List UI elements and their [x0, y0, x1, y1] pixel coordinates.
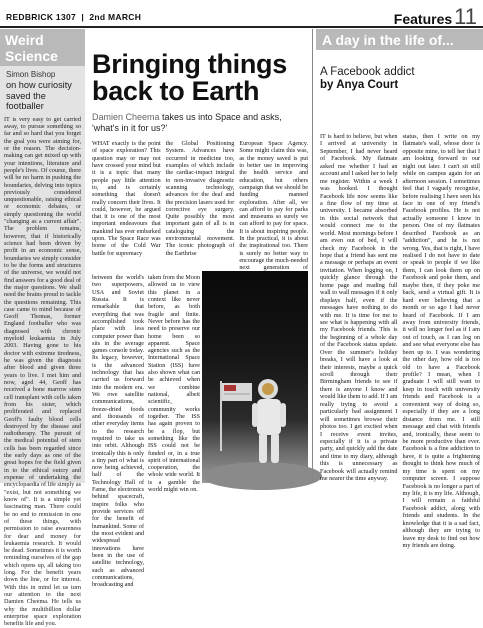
right-heading: A day in the life of... — [316, 29, 483, 50]
feature-column-2: the Global Positioning System. Advances have occurred in medicine too, examples of which include the cardiac-impact integral to non-invasive diagnostic scanning technology, advances for the deaf and the precision lasers used for corrective eye surgery. Quite possibly the most important gain of all is in cataloguing the environmental movement. The iconic photograph of the Earthrise — [165, 141, 235, 257]
date-label: 2nd MARCH — [89, 12, 142, 22]
weird-science-sidebar — [0, 29, 85, 628]
feature-column-1: WHAT exactly is the point of space exploration? This question may or may not have crossed your mind but it is a topic that many people pay little attention to, and is certainly something that doesn't really concern their lives. It could, however, be argued that it is one of the most important endeavours that mankind has ever embarked upon. The Space Race was borne of the Cold War battle for supremacy — [92, 141, 161, 257]
right-column-2: status, then I write on my flatmate's wall, whose door is opposite mine, to tell her that I am looking forward to our night out later. I can't sit still while on campus again for an afternoon session. I sometimes feel that I vaguely recognise, before realising I have seen his face in one of my friend's Facebook profiles. He is not actually someone I know in person. One of my flatmates described Facebook as an "addiction", and he is not wrong. Yes, that is right, I have realised I do not have to date or speak to people if we like them, I can look them up on Facebook and poke them, and maybe then, if they poke me back, send a virtual gift. It is hard ever believing that a month or so ago I had never heard of Facebook. If I am away from university friends, it will no longer feel as if I am out of touch, as I can log on and see what everyone else has been up to. I was wondering the other day, how old is too old to have a Facebook profile? I mean, when I graduate I will still want to keep in touch with university friends and Facebook is a convenient way of doing so, especially if they are a long distance from me. I still message and chat with friends and, ironically, these seem to be more productive than ever. Facebook is a fine addiction to have, it is quite a frightening thought to think how much of my time is spent on my computer screen. I suppose Facebook is no longer a part of my life, it is my life. Although, I will remain a faithful Facebook addict, along with friends and students. In the knowledge that it is a sad fact, although they are trying to leave my desk to find out how my friends are doing. — [402, 133, 480, 550]
sidebar-heading: Weird Science — [0, 29, 85, 66]
feature-article — [92, 29, 309, 589]
feature-author: Damien Cheema — [92, 112, 160, 122]
issue-date: REDBRICK 1307 | 2nd MARCH — [6, 12, 142, 22]
page-number: 11 — [454, 4, 477, 29]
column-divider — [312, 29, 313, 483]
astronaut-photo — [202, 271, 308, 483]
right-columns — [320, 133, 480, 550]
sidebar-body: IT is very easy to get carried away, to pursue something so far and so hard that you forget the goal you were aiming for, or the reason. The decision-making can get mixed up with your intentions, literature and people's lives. Of course, there will be no harm in pushing the boundaries, delving into topics previously considered unquestionable, raising ethical or economic debates, or simply questioning the world "changing as a current affair". The problem remains, however, that if historically science had been driven by profit in an economic sense, boundaries we simply consider to be the forms and structures of the universe, we would not find answers for a good deal of the major questions. We shall need the brains proud to tackle the questions remaining. This case came to mind because of Geoff Thomas, former England footballer who was diagnosed with chronic myeloid leukaemia in July 2003. Having gone to his doctor with extreme tiredness, he was given the diagnosis after blood and given three years to live. I met him and now, aged 44, Geoff has received a bone marrow stem cell transplant with cells taken from his sister, which proliferated and replaced Geoff's faulty blood cells destroyed by the disease and radiotherapy. The pursuit of the medical potential of stem cells has been regarded since the early days as one of the great hopes for the field given in to the ethical outcry and expense of undertaking the encyclopaedia of life simply as "exist, but not something we know of". It is a simple yet fascinating man. There could be no end to remission in one of these things, with permission to raise awareness for dear and money for leukaemia research. It would be dead. Sometimes it is worth reminding ourselves of the gap which opens up, all taking too long. For the benefit years down the line, or for interest. With this in mind let us turn our attention to the next Damien Cheema. He tells us why the multibillion dollar enterprise space exploration benefits life and you. — [4, 115, 81, 628]
section-label — [394, 4, 477, 30]
feature-standfirst — [92, 112, 308, 134]
right-title: A Facebook addict — [320, 66, 415, 78]
issue-label: REDBRICK 1307 — [6, 12, 77, 22]
feature-standfirst-text: takes us into Space and asks, 'what's in it for us?' — [92, 112, 282, 133]
feature-column-5: taken from the Moon allowed us to view this planet in a context like never before, as both fragile and finite. Never before has the need to preserve our home been so apparent. Space agencies such as the International Space Station (ISS) have also shown what can be achieved when we combine national, albeit scientific, community works together. The ISS has again proven to be a flop, but something like the ISS could not be funded or, in a true spirit of international cooperation, the whole wide world. It is a gamble the world might win on. — [148, 275, 200, 494]
sidebar-author: Simon Bishop — [6, 70, 56, 79]
astronaut-illustration — [202, 271, 308, 483]
right-author: by Anya Court — [320, 79, 399, 91]
feature-headline: Bringing things back to Earth — [92, 49, 287, 106]
sidebar-title: on how curiosity saved the footballer — [6, 80, 72, 112]
day-in-life-column — [316, 29, 483, 550]
feature-column-3: European Space Agency. Some might claim this was, as the money saved is put to better use in improving the health service and education, but others campaign that we should be funding manned exploration. After all, we can afford to pay for parks and museums so surely we can afford to pay for space. It is about inspiring people. In the practical, it is about the inspirational too. There is surely no better way to encourage the much-needed next generation of — [239, 141, 309, 272]
feature-column-4: between the world's two superpowers, USA and Soviet Russia. It is remarkable that everything that was accomplished took place with less computer power than sits in the average games console today. Its legacy, however, is the advanced technology that has carried us forward into the modern era. We owe satellite communications, freeze-dried foods and thousands of other everyday items to the research required to take us into orbit. Although ironically this is only a tiny part of what is now being achieved, half of the Technology Hall of Fame, the electronics behind spacecraft, inspire folks who provide services off for the benefit of humankind. Some of the most evident and widespread innovations have been in the use of satellite technology, such as advanced communications, broadcasting and — [92, 275, 144, 589]
right-column-1: IT is hard to believe, but when I arrived at university in September, I had never heard of Facebook. My flatmate asked me whether I had an account and I asked her to help me register. Within a week I was hooked. I thought Facebook life now seems like a fine flow of my time at university. I became absorbed in this social network that would connect me to the world. Most mornings before I am even out of bed, I will check my Facebook in the hope that a friend has sent me a message or perhaps an event invitation. When logging on, I quickly glance through the home page and reading full wall to wall messages if it only displays half, even if the messages have nothing to do with me. It is time for me to see what is happening with all my Facebook friends. This is the beginning of a whole day of the Facebook status update. Over the summer's holiday breaks, I will have a look at their interests, maybe a quick scroll through their Birmingham friends to see if there is anyone I know and would like them to add. If I am really trying to avoid a particularly bad assignment I will sometimes browse their photos too. I get excited when I receive event invites, especially if it is a private party, and quickly add the date and time to my diary, although this is unnecessary as Facebook will actually remind me nearer the time anyway. — [320, 133, 398, 483]
section-name: Features — [393, 11, 453, 27]
masthead — [0, 0, 483, 28]
feature-lower-columns — [92, 275, 200, 589]
feature-upper-columns — [92, 141, 308, 271]
